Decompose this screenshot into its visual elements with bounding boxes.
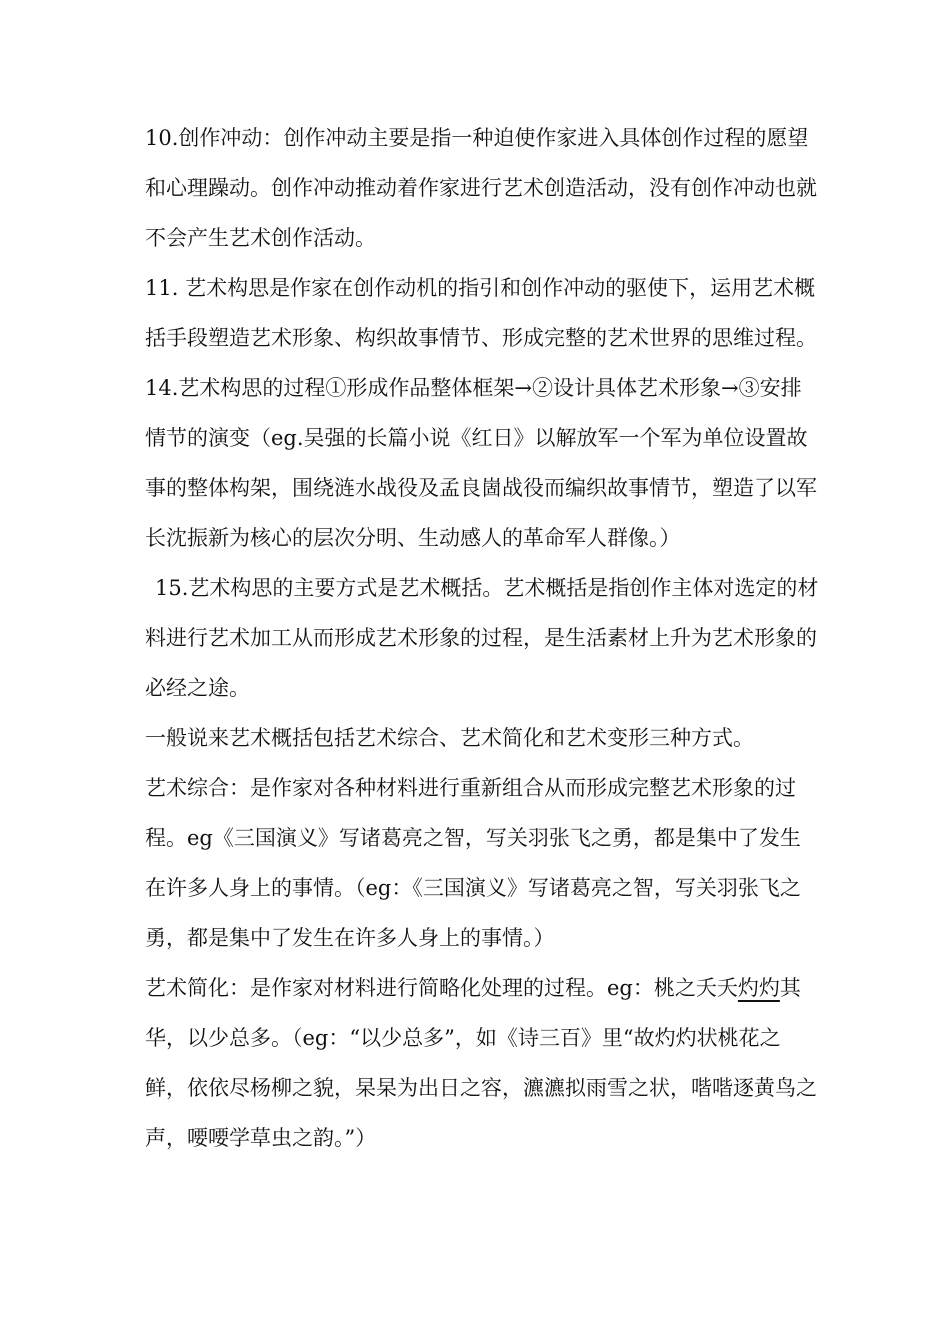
document-body [145, 113, 820, 1163]
paragraph-artistic-conception: 11. 艺术构思是作家在创作动机的指引和创作冲动的驱使下，运用艺术概括手段塑造艺术形象、构织故事情节、形成完整的艺术世界的思维过程。 [145, 276, 817, 350]
paragraph-conception-process: 14.艺术构思的过程①形成作品整体框架→②设计具体艺术形象→③安排情节的演变（eg.吴强的长篇小说《红日》以解放军一个军为单位设置故事的整体构架，围绕涟水战役及孟良崮战役而编织故事情节，塑造了以军长沈振新为核心的层次分明、生动感人的革命军人群像。） [145, 376, 817, 550]
paragraph-artistic-simplification [145, 963, 820, 1163]
simplification-text-before: 艺术简化：是作家对材料进行简略化处理的过程。eg：桃之夭夭 [145, 976, 738, 1000]
paragraph-three-methods: 一般说来艺术概括包括艺术综合、艺术简化和艺术变形三种方式。 [145, 726, 754, 750]
simplification-underlined-text: 灼灼 [737, 976, 780, 1000]
paragraph-creative-impulse: 10.创作冲动：创作冲动主要是指一种迫使作家进入具体创作过程的愿望和心理躁动。创作冲动推动着作家进行艺术创造活动，没有创作冲动也就不会产生艺术创作活动。 [145, 126, 817, 250]
paragraph-artistic-generalization: 15.艺术构思的主要方式是艺术概括。艺术概括是指创作主体对选定的材料进行艺术加工从而形成艺术形象的过程，是生活素材上升为艺术形象的必经之途。 [145, 576, 819, 700]
paragraph-artistic-synthesis: 艺术综合：是作家对各种材料进行重新组合从而形成完整艺术形象的过程。eg《三国演义》写诸葛亮之智，写关羽张飞之勇，都是集中了发生在许多人身上的事情。（eg：《三国演义》写诸葛亮之智，写关羽张飞之勇，都是集中了发生在许多人身上的事情。） [145, 776, 801, 950]
simplification-text-after: 其华，以少总多。（eg：“以少总多”，如《诗三百》里“故灼灼状桃花之鲜，依依尽杨柳之貌，杲杲为出日之容，瀌瀌拟雨雪之状，喈喈逐黄鸟之声，喓喓学草虫之韵。”） [145, 976, 817, 1150]
